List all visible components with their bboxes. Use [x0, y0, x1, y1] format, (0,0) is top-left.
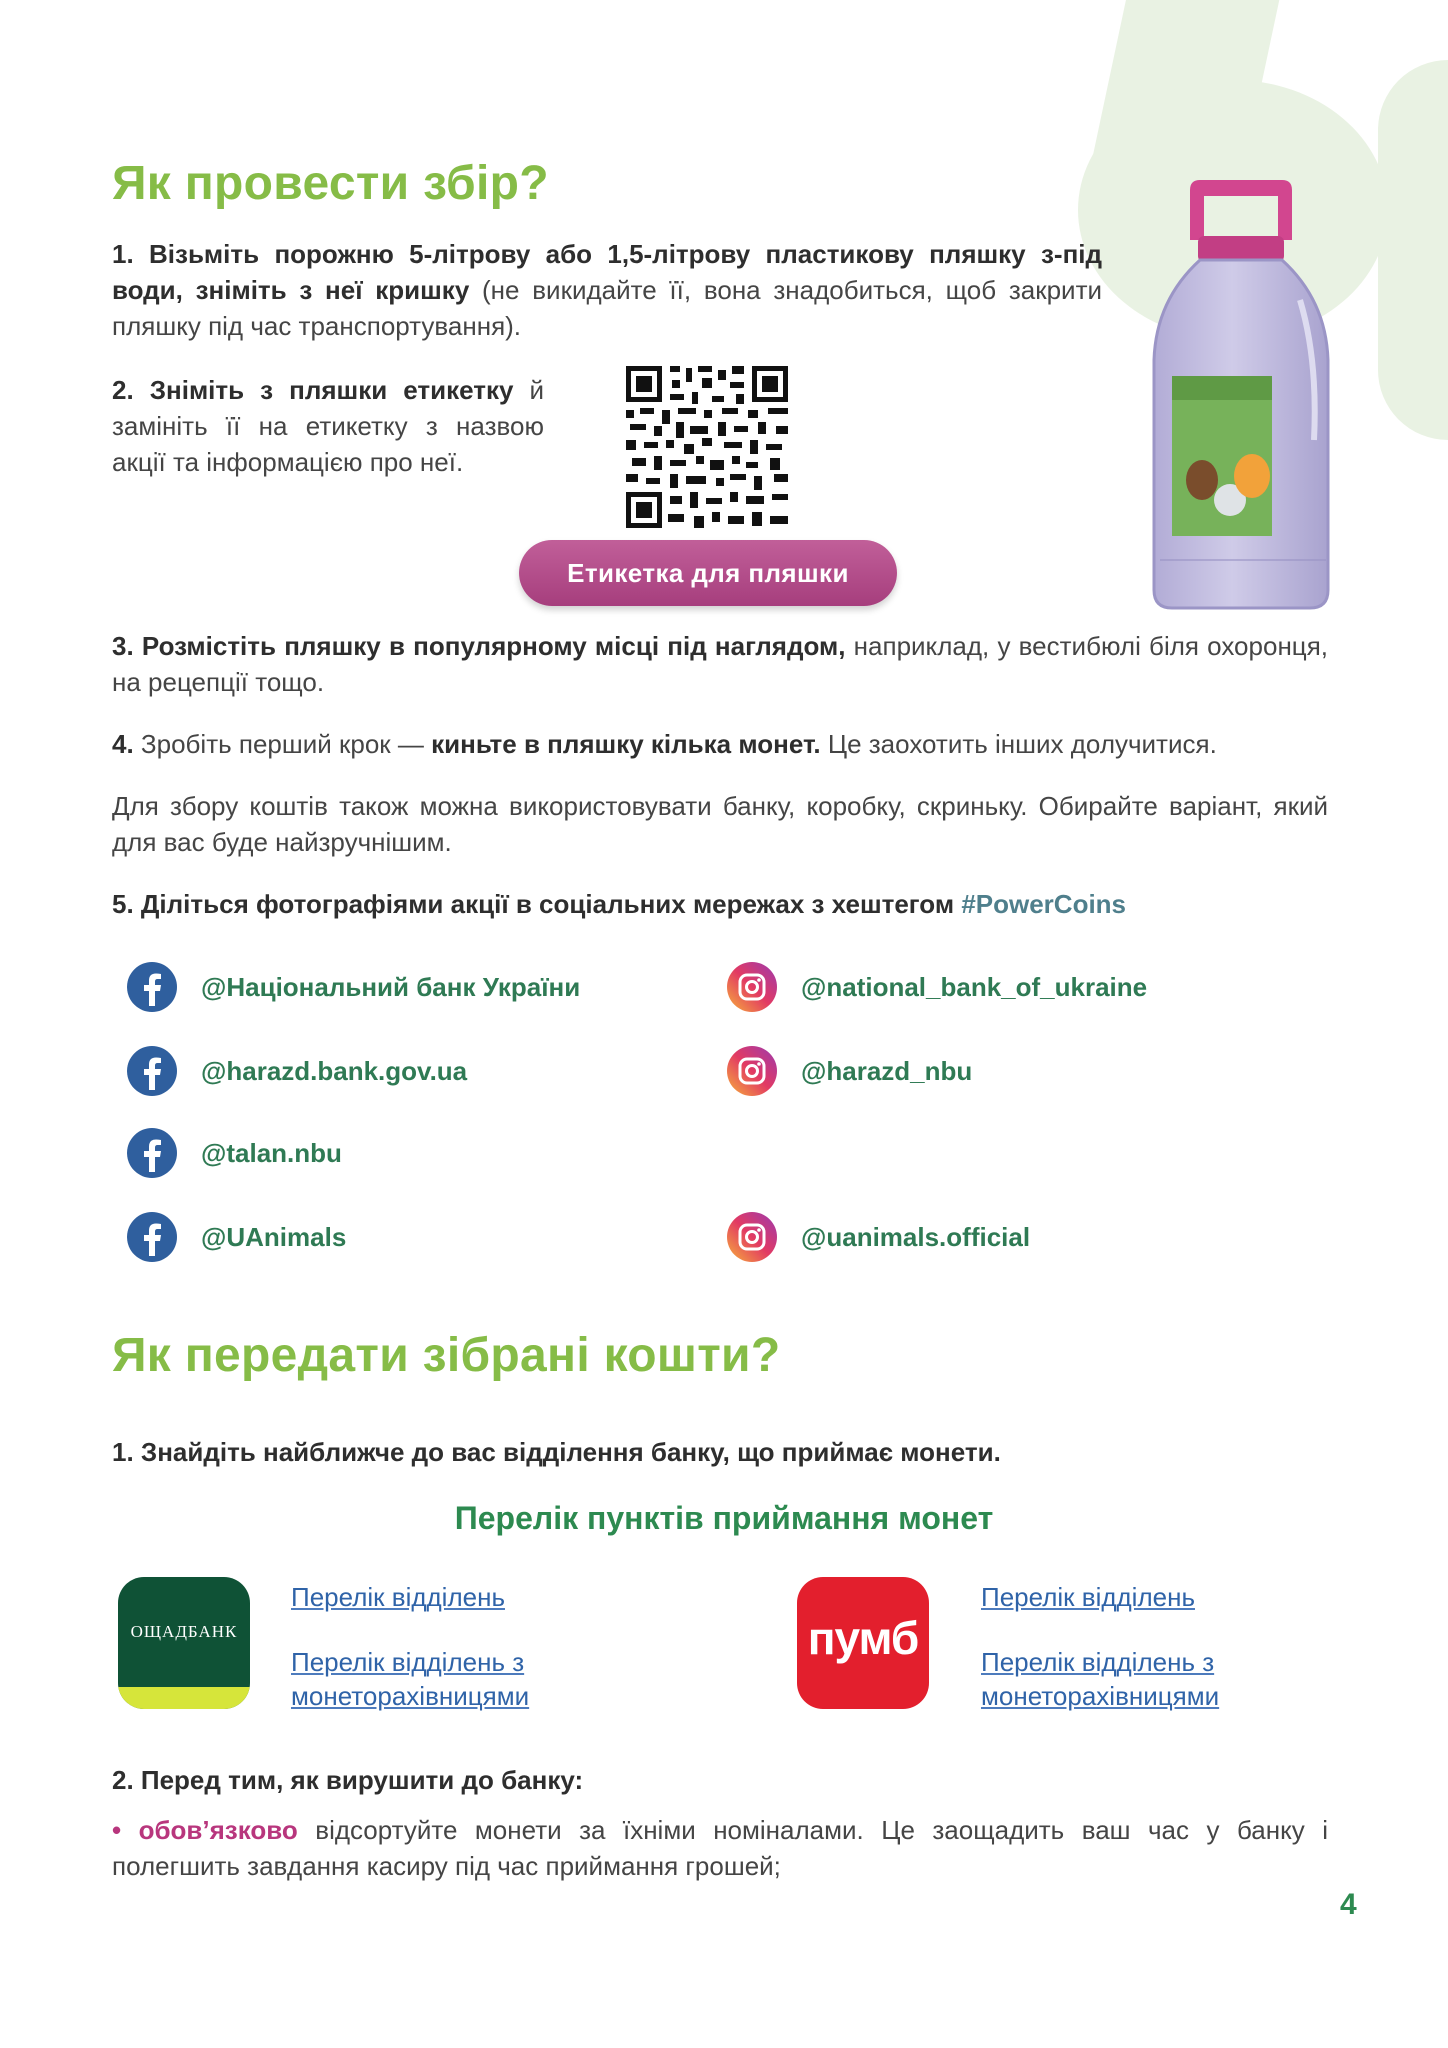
facebook-handle-nbu[interactable]: @Національний банк України: [127, 962, 580, 1012]
facebook-handle-talan[interactable]: @talan.nbu: [127, 1128, 342, 1178]
step-2: 2. Зніміть з пляшки етикетку й замініть її на етикетку з назвою акції та інформацією про неї.: [112, 375, 544, 477]
section-title-collect: Як провести збір?: [112, 157, 549, 210]
step-3: 3. Розмістіть пляшку в популярному місці під наглядом, наприклад, у вестибюлі біля охоронця, на рецепції тощо.: [112, 631, 1328, 697]
page-number: 4: [1340, 1888, 1357, 1921]
transfer-step-2: 2. Перед тим, як вирушити до банку:: [112, 1765, 584, 1795]
step-1: 1. Візьміть порожню 5-літрову або 1,5-літрову пластикову пляшку з-під води, зніміть з неї кришку (не викидайте її, вона знадобиться, щоб закрити пляшку під час транспортування).: [112, 239, 1103, 341]
step-4: 4. Зробіть перший крок — киньте в пляшку кілька монет. Це заохотить інших долучитися.: [112, 729, 1217, 759]
facebook-handle-uanimals[interactable]: @UAnimals: [127, 1212, 346, 1262]
step-5: 5. Діліться фотографіями акції в соціальних мережах з хештегом #PowerCoins: [112, 889, 1127, 919]
instagram-icon: [727, 962, 777, 1012]
qr-code[interactable]: [626, 366, 788, 528]
bullet-sort-coins: • обов’язково відсортуйте монети за їхніми номіналами. Це заощадить ваш час у банку і полегшить завдання касиру під час приймання грошей;: [112, 1815, 1328, 1881]
instagram-handle-nbu[interactable]: @national_bank_of_ukraine: [727, 962, 1147, 1012]
facebook-icon: [127, 962, 177, 1012]
oschadbank-logo: ОЩАДБАНК: [118, 1577, 250, 1709]
facebook-icon: [127, 1212, 177, 1262]
transfer-step-1: 1. Знайдіть найближче до вас відділення банку, що приймає монети.: [112, 1437, 1001, 1467]
hashtag-link[interactable]: #PowerCoins: [961, 889, 1127, 919]
pumb-coin-counter-branches-link[interactable]: Перелік відділень з монеторахівницями: [981, 1647, 1220, 1711]
section-title-transfer: Як передати зібрані кошти?: [112, 1329, 781, 1382]
oschadbank-coin-counter-branches-link[interactable]: Перелік відділень з монеторахівницями: [291, 1647, 530, 1711]
instagram-icon: [727, 1212, 777, 1262]
bottle-label-button[interactable]: Етикетка для пляшки: [519, 540, 897, 606]
note-containers: Для збору коштів також можна використовувати банку, коробку, скриньку. Обирайте варіант, який для вас буде найзручнішим.: [112, 791, 1328, 857]
facebook-icon: [127, 1046, 177, 1096]
facebook-icon: [127, 1128, 177, 1178]
bottle-illustration: [1150, 180, 1332, 610]
pumb-logo: пумб: [797, 1577, 929, 1709]
oschadbank-branches-link[interactable]: Перелік відділень: [291, 1582, 505, 1612]
instagram-icon: [727, 1046, 777, 1096]
pumb-branches-link[interactable]: Перелік відділень: [981, 1582, 1195, 1612]
collection-points-title: Перелік пунктів приймання монет: [454, 1500, 994, 1536]
instagram-handle-uanimals[interactable]: @uanimals.official: [727, 1212, 1030, 1262]
instagram-handle-harazd[interactable]: @harazd_nbu: [727, 1046, 972, 1096]
background-blob: [1378, 60, 1448, 440]
facebook-handle-harazd[interactable]: @harazd.bank.gov.ua: [127, 1046, 467, 1096]
